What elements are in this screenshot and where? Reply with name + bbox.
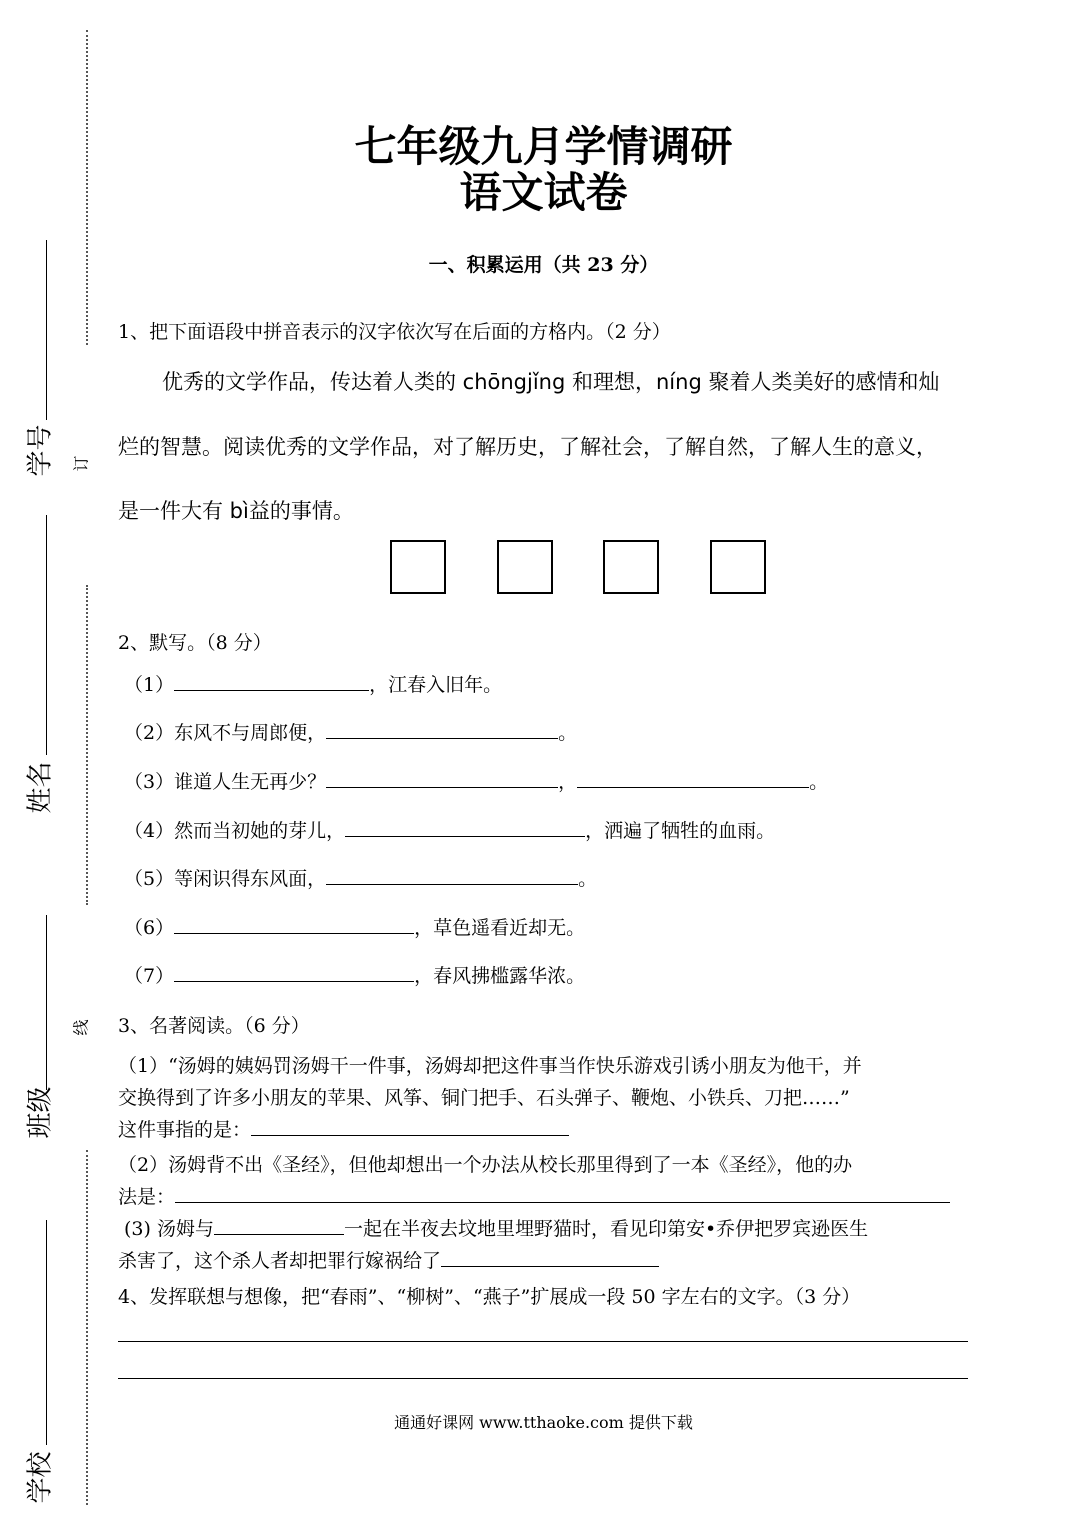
recitation-item-4 (124, 816, 775, 843)
binding-dotted-line-bottom (86, 1150, 88, 1505)
item-text: （5）等闲识得东风面， (124, 868, 327, 890)
item-text: (3) 汤姆与 (124, 1218, 214, 1240)
recitation-item-7 (124, 961, 585, 988)
item-text: 杀害了，这个杀人者却把罪行嫁祸给了 (118, 1250, 442, 1272)
item-text: 一起在半夜去坟地里埋野猫时，看见印第安•乔伊把罗宾逊医生 (343, 1218, 869, 1240)
answer-box-1[interactable] (390, 540, 446, 594)
question-1-prompt: 1、把下面语段中拼音表示的汉字依次写在后面的方格内。（2 分） (118, 321, 671, 343)
item-text: （2）东风不与周郎便， (124, 722, 327, 744)
school-label: 学校 (25, 1451, 56, 1504)
binding-char-xian: 线 (71, 1019, 91, 1036)
item-text: 。 (558, 722, 578, 744)
fill-blank[interactable] (326, 718, 558, 739)
item-text: （3）谁道人生无再少？ (124, 771, 327, 793)
student-id-label: 学号 (25, 424, 56, 477)
question-2-prompt: 2、默写。（8 分） (118, 632, 272, 654)
item-text: ，春风拂槛露华浓。 (414, 965, 586, 987)
item-text: 。 (578, 868, 598, 890)
fill-blank[interactable] (175, 1182, 950, 1203)
q3-part-2-line-1: （2）汤姆背不出《圣经》，但他却想出一个办法从校长那里得到了一本《圣经》，他的办 (118, 1154, 853, 1176)
section-heading: 一、积累运用（共 23 分） (428, 254, 659, 276)
class-line (46, 915, 47, 1090)
exam-subtitle: 语文试卷 (459, 168, 628, 217)
fill-blank[interactable] (345, 816, 585, 837)
binding-dotted-line-middle (86, 585, 88, 905)
q4-answer-line-1[interactable] (118, 1341, 968, 1342)
q1-passage-line-1: 优秀的文学作品，传达着人类的 chōngjǐng 和理想，níng 聚着人类美好的感情和灿 (162, 370, 940, 394)
recitation-item-6 (124, 913, 585, 940)
item-text: （6） (124, 917, 175, 939)
binding-char-ding: 订 (71, 455, 91, 472)
q4-answer-line-2[interactable] (118, 1378, 968, 1379)
item-text: ，草色遥看近却无。 (414, 917, 586, 939)
q3-part-1-line-1: （1）“汤姆的姨妈罚汤姆干一件事，汤姆却把这件事当作快乐游戏引诱小朋友为他干，并 (118, 1055, 862, 1077)
name-label: 姓名 (25, 761, 56, 814)
answer-box-4[interactable] (710, 540, 766, 594)
q3-part-1-line-2: 交换得到了许多小朋友的苹果、风筝、铜门把手、石头弹子、鞭炮、小铁兵、刀把……” (118, 1087, 850, 1109)
fill-blank[interactable] (174, 670, 369, 691)
class-label: 班级 (25, 1086, 56, 1139)
item-text: ，洒遍了牺牲的血雨。 (585, 820, 776, 842)
footer-credit: 通通好课网 www.tthaoke.com 提供下载 (394, 1413, 693, 1432)
recitation-item-2 (124, 718, 577, 745)
fill-blank[interactable] (251, 1115, 569, 1136)
exam-title: 七年级九月学情调研 (354, 122, 733, 171)
question-3-prompt: 3、名著阅读。（6 分） (118, 1015, 310, 1037)
answer-box-2[interactable] (497, 540, 553, 594)
item-text: （4）然而当初她的芽儿， (124, 820, 346, 842)
q3-part-3-line-1 (124, 1214, 868, 1241)
fill-blank[interactable] (326, 767, 558, 788)
recitation-item-5 (124, 864, 597, 891)
q1-passage-line-2: 烂的智慧。阅读优秀的文学作品，对了解历史，了解社会，了解自然，了解人生的意义， (118, 435, 937, 459)
q3-part-1-line-3 (118, 1115, 569, 1142)
recitation-item-3 (124, 767, 828, 794)
answer-box-3[interactable] (603, 540, 659, 594)
q3-part-3-line-2 (118, 1246, 659, 1273)
item-text: ，江春入旧年。 (369, 674, 503, 696)
item-text: 法是： (118, 1186, 176, 1208)
fill-blank[interactable] (326, 864, 578, 885)
fill-blank[interactable] (441, 1246, 659, 1267)
question-4-prompt: 4、发挥联想与想像，把“春雨”、“柳树”、“燕子”扩展成一段 50 字左右的文字。（3 分） (118, 1286, 861, 1308)
fill-blank[interactable] (214, 1214, 344, 1235)
item-text: （7） (124, 965, 175, 987)
item-text: （1） (124, 674, 175, 696)
fill-blank[interactable] (174, 961, 414, 982)
q3-part-2-line-2 (118, 1182, 950, 1209)
recitation-item-1 (124, 670, 502, 697)
item-text: 这件事指的是： (118, 1119, 252, 1141)
item-text: ， (558, 771, 578, 793)
q1-passage-line-3: 是一件大有 bì益的事情。 (118, 499, 354, 523)
fill-blank[interactable] (577, 767, 809, 788)
item-text: 。 (809, 771, 829, 793)
fill-blank[interactable] (174, 913, 414, 934)
name-line (46, 515, 47, 755)
